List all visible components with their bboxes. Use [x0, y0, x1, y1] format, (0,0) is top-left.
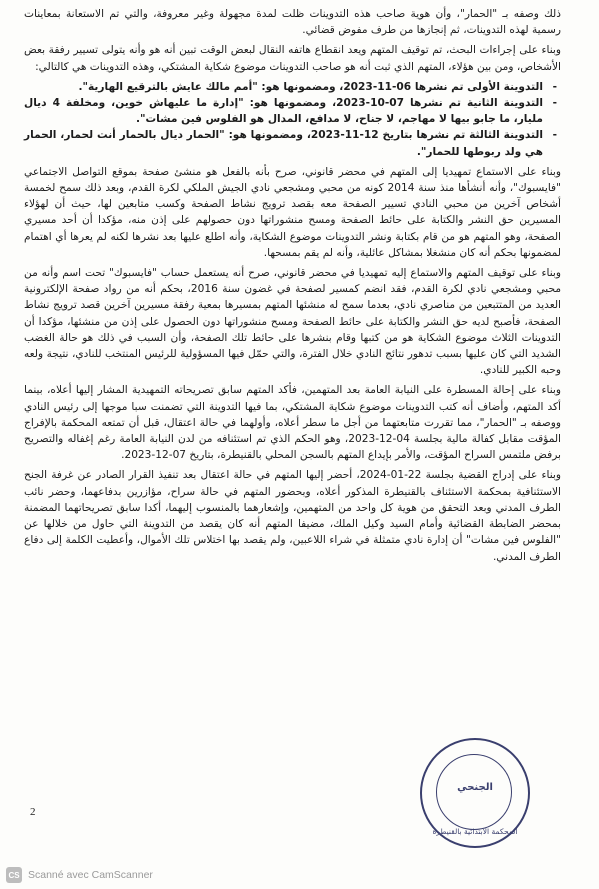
- paragraph: وبناء على توقيف المتهم والاستماع إليه تمهيديا في محضر قانوني، صرح أنه يستعمل حساب "فايسبوك" تحت اسم وأنه من محبي ومشجعي نادي لكرة القدم، فقد انضم كمسير لصفحة في غضون سنة 2016، بحكم أنه من رواد صفحة الإلكترونية العديد من المتتبعين من مناصري نادي، بعدما سمح له منشئها المتهم بمسيرها بمعية رفقة مسيرين آخرين قصد ترويج نشاط الصفحة، فأصبح لديه حق النشر والكتابة على حائط الصفحة ومسح منشوراتها دون الحصول على إذن من منشئها، مؤكدا أن التدوينات الثلاث موضوع الشكاية هو من كتبها وقام بنشرها على حائط تلك الصفحة، وأن السبب في ذلك هو حالة الغضب الشديد التي كان عليها بسبب تدهور نتائج النادي خلال الفترة، والتي حمّل فيها المسؤولية للرئيس المنتخب للنادي، نتيجة ولعه وحبه الكبير للنادي.: [24, 267, 562, 377]
- page-number: 2: [30, 806, 36, 818]
- paragraph: وبناء على إدراج القضية بجلسة 22-01-2024، أحضر إليها المتهم في حالة اعتقال بعد تنفيذ القرار الصادر عن غرفة الجنح الاستئنافية بمحكمة الاستئناف بالقنيطرة المذكور أعلاه، وبحضور المتهم في حالة سراح، مؤازرين بدفاعهما، وحضر نائب الطرف المدني وبعد التحقق من هوية كل واحد من المتهمين، وإشعارهما بالمنسوب إليهما، أكدا سابق تصريحاتهما المضمنة بمحضر الضابطة القضائية وأمام السيد وكيل الملك، مضيفا المتهم أنه كان يقصد من التدوينة التي حاول من خلالها عن "الفلوس فين مشات" أن إدارة نادي متمثلة في شراء اللاعبين، ولم يقصد بها اختلاس تلك الأموال، وأعطيت الكلمة إلى دفاع الطرف المدني.: [24, 469, 561, 563]
- paragraph: وبناء على الاستماع تمهيديا إلى المتهم في محضر قانوني، صرح بأنه بالفعل هو منشئ صفحة بموقع التواصل الاجتماعي "فايسبوك"، وأنه أنشأها منذ سنة 2014 كونه من محبي ومشجعي نادي الجيش الملكي لكرة القدم، وبعد ذلك سمح لخمسة أشخاص آخرين من محبي النادي تسيير الصفحة معه بقصد ترويج نشاط الصفحة وكسب متابعين لها، حيث أن لهؤلاء المسيرين حق النشر والكتابة على حائط الصفحة ومسح منشوراتها دون حصولهم على إذن منه، مؤكدا أن أحد مسيري الصفحة، وهو المتهم هو من قام بكتابة ونشر التدوينات موضوع الشكاية، وأنه اطلع عليها بعد نشرها لكنه لم يعرها أي اهتمام لمضمونها بحكم أنه كان منشغلا بمشاكل عائلية، وأنه لم يقم بمسحها.: [24, 165, 561, 259]
- stamp-ring-text: المحكمة الابتدائية بالقنيطرة: [432, 827, 518, 836]
- court-stamp: [420, 738, 530, 848]
- document-body: [24, 6, 561, 565]
- bullet-item: - التدوينة الثانية تم نشرها 07-10-2023، ومضمونها هو: "إدارة ما عليهاش خوين، ومخلفة 4 ديال مليار، ما جابو بيها لا مهاجم، لا جناح، لا مدافع، المدال هو الفلوس فين مشات".: [24, 95, 561, 127]
- paragraph: وبناء على إجراءات البحث، تم توقيف المتهم ويعد انقطاع هاتفه النقال لبعض الوقت تبين أنه هو وأنه يتولى تسيير رفقة بعض الأشخاص، ومن بين هؤلاء، المتهم الذي ثبت أنه هو صاحب التدوينات موضوع شكاية المشتكي، وهذه التدوينات هي كالتالي:: [24, 44, 561, 73]
- camscanner-icon: CS: [6, 867, 22, 883]
- scanner-footer: [6, 866, 153, 884]
- bullet-item: - التدوينة الأولى تم نشرها 06-11-2023، ومضمونها هو: "أمم مالك عايش بالترقيع الهارية".: [24, 79, 561, 95]
- bullet-item: - التدوينة الثالثة تم نشرها بتاريخ 12-11-2023، ومضمونها هو: "الحمار ديال بالحمار أنت لحمار، الحمار هي ولد ربوطها للحمار".: [24, 127, 561, 159]
- paragraph: وبناء على إحالة المسطرة على النيابة العامة بعد المتهمين، فأكد المتهم سابق تصريحاته التمهيدية المشار إليها أعلاه، بينما أكد المتهم، وأضاف أنه كتب التدوينات موضوع شكاية المشتكي، بما فيها التدوينة التي تضمنت سبا موجها إلى رئيس النادي ووصفه بـ "الحمار"، مما تقررت متابعتهما من أجل ما سطر أعلاه، وأولهما في حالة اعتقال، قبل أن تمتعه المحكمة بالإفراج المؤقت مقابل كفالة مالية بجلسة 04-12-2023، وهو الحكم الذي تم استئنافه من لدن النيابة العامة رغم إغفاله والتصريح برفض ملتمس السراح المؤقت، والأمر بإيداع المتهم بالسجن المحلي بالقنيطرة، بتاريخ 07-12-2023.: [24, 384, 561, 462]
- paragraph: ذلك وصفه بـ "الحمار"، وأن هوية صاحب هذه التدوينات ظلت لمدة مجهولة وغير معروفة، والتي تم الاستعانة بمعاينات رسمية لهذه التدوينات، ثم إنجازها من طرف مفوض قضائي.: [24, 8, 561, 37]
- stamp-center-text: الجنحي: [457, 782, 493, 793]
- scanner-watermark-text: Scanné avec CamScanner: [28, 869, 153, 881]
